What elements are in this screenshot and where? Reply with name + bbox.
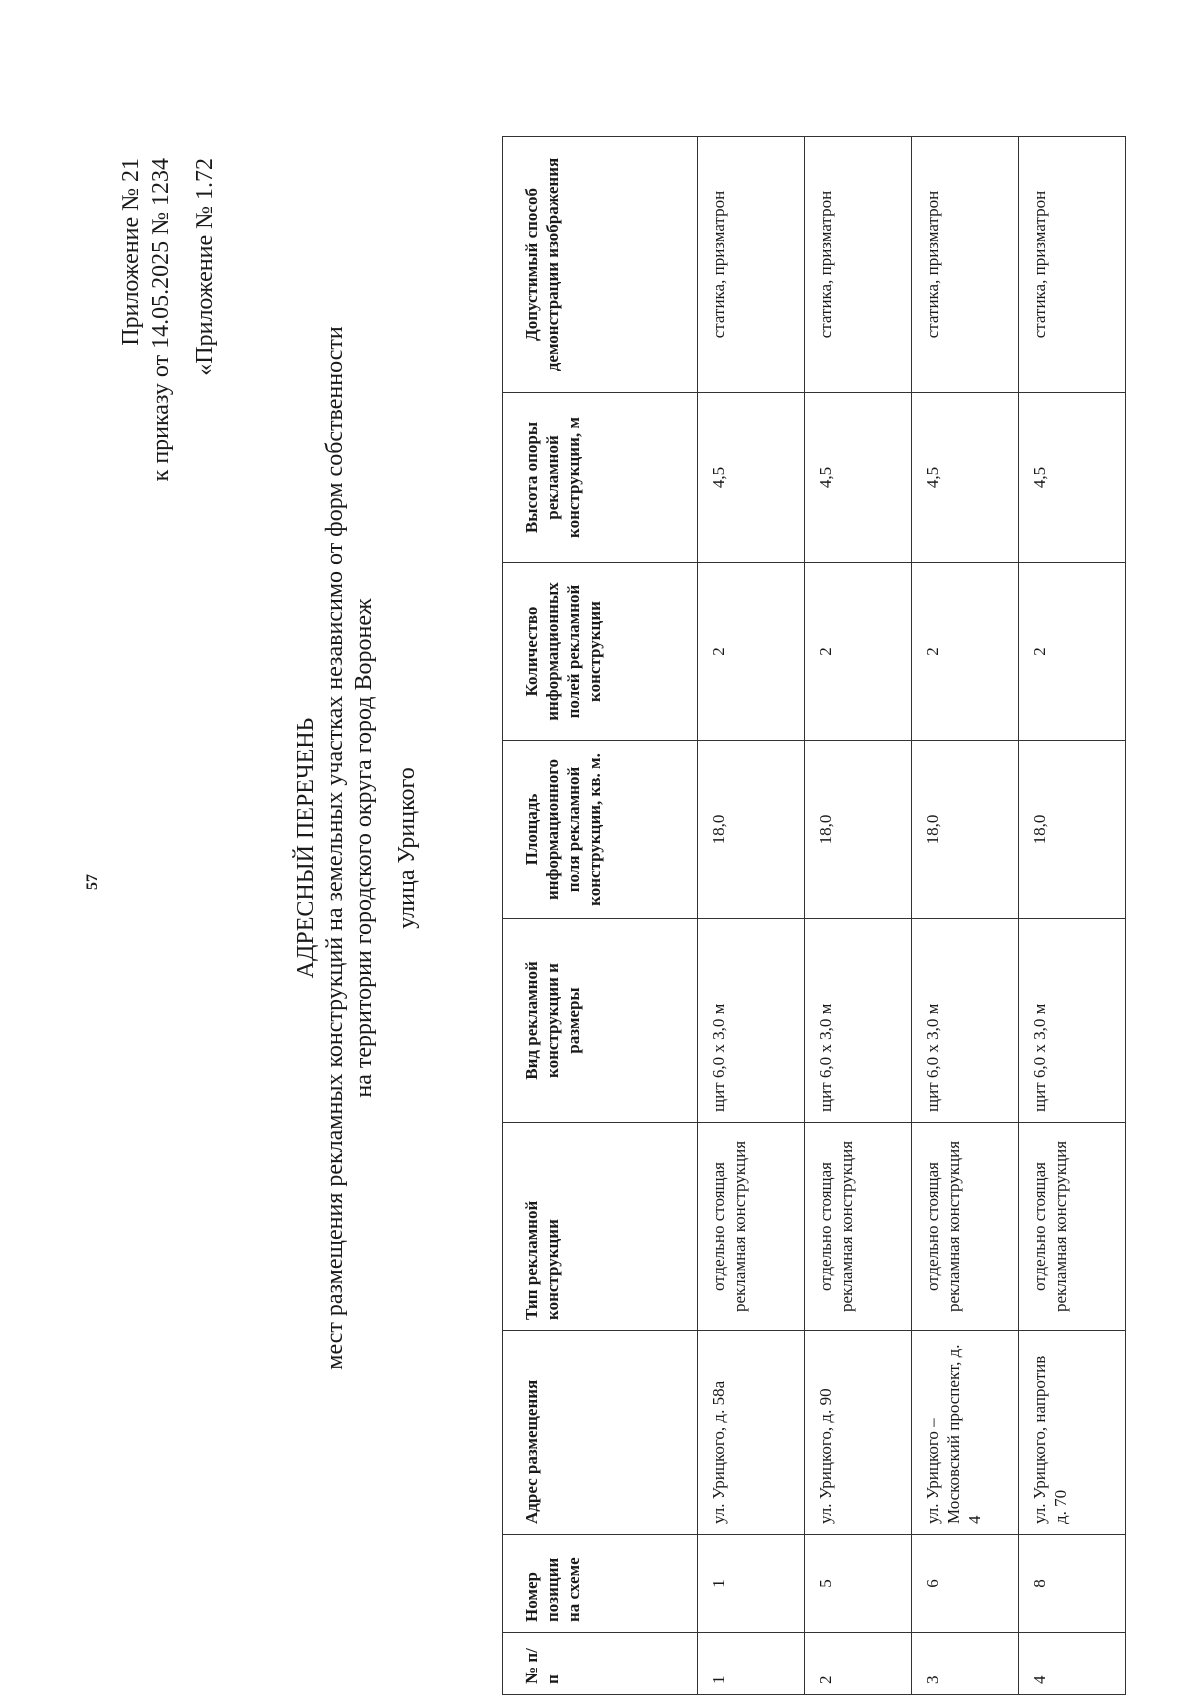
cell-height: 4,5 (912, 393, 1019, 563)
cell-position: 8 (1019, 1535, 1126, 1633)
cell-fields: 2 (1019, 563, 1126, 741)
street-name: улица Урицкого (394, 767, 420, 929)
cell-address: ул. Урицкого – Московский проспект, д. 4 (912, 1331, 1019, 1535)
header-method: Допустимый способ демонстрации изображения (503, 137, 698, 393)
cell-height: 4,5 (805, 393, 912, 563)
cell-index: 4 (1019, 1633, 1126, 1695)
cell-method: статика, призматрон (805, 137, 912, 393)
appendix-number: Приложение № 21 (118, 158, 144, 346)
table-row (805, 137, 912, 1695)
header-type: Тип рекламной конструкции (503, 1123, 698, 1331)
cell-index: 1 (698, 1633, 805, 1695)
table-row (698, 137, 805, 1695)
cell-type: отдельно стоящая рекламная конструкция (805, 1123, 912, 1331)
title-subtitle: мест размещения рекламных конструкций на земельных участках независимо от форм собственности (322, 326, 348, 1370)
cell-method: статика, призматрон (1019, 137, 1126, 393)
page-number: 57 (84, 874, 101, 890)
header-height: Высота опоры рекламной конструкции, м (503, 393, 698, 563)
cell-type: отдельно стоящая рекламная конструкция (912, 1123, 1019, 1331)
cell-type: отдельно стоящая рекламная конструкция (698, 1123, 805, 1331)
header-area: Площадь информационного поля рекламной конструкции, кв. м. (503, 741, 698, 919)
header-fields: Количество информационных полей рекламной конструкции (503, 563, 698, 741)
cell-area: 18,0 (912, 741, 1019, 919)
table-row (912, 137, 1019, 1695)
cell-address: ул. Урицкого, д. 90 (805, 1331, 912, 1535)
sub-appendix-number: «Приложение № 1.72 (192, 158, 218, 376)
header-position: Номер позиции на схеме (503, 1535, 698, 1633)
cell-fields: 2 (912, 563, 1019, 741)
table-row (1019, 137, 1126, 1695)
header-index: № п/п (503, 1633, 698, 1695)
appendix-header (116, 158, 220, 481)
cell-method: статика, призматрон (912, 137, 1019, 393)
cell-fields: 2 (805, 563, 912, 741)
title-main: АДРЕСНЫЙ ПЕРЕЧЕНЬ (293, 717, 319, 979)
cell-address: ул. Урицкого, напротив д. 70 (1019, 1331, 1126, 1535)
cell-area: 18,0 (698, 741, 805, 919)
cell-position: 6 (912, 1535, 1019, 1633)
registry-table (502, 136, 1126, 1695)
cell-kind: щит 6,0 х 3,0 м (1019, 919, 1126, 1123)
table-header-row (503, 137, 698, 1695)
cell-position: 1 (698, 1535, 805, 1633)
header-kind: Вид рекламной конструкции и размеры (503, 919, 698, 1123)
cell-index: 2 (805, 1633, 912, 1695)
cell-fields: 2 (698, 563, 805, 741)
cell-height: 4,5 (1019, 393, 1126, 563)
cell-index: 3 (912, 1633, 1019, 1695)
cell-area: 18,0 (805, 741, 912, 919)
cell-area: 18,0 (1019, 741, 1126, 919)
cell-kind: щит 6,0 х 3,0 м (698, 919, 805, 1123)
cell-address: ул. Урицкого, д. 58а (698, 1331, 805, 1535)
cell-height: 4,5 (698, 393, 805, 563)
cell-position: 5 (805, 1535, 912, 1633)
cell-kind: щит 6,0 х 3,0 м (912, 919, 1019, 1123)
title-territory: на территории городского округа город Воронеж (351, 598, 377, 1098)
header-address: Адрес размещения (503, 1331, 698, 1535)
order-reference: к приказу от 14.05.2025 № 1234 (148, 158, 174, 482)
document-title (292, 0, 422, 1696)
cell-type: отдельно стоящая рекламная конструкция (1019, 1123, 1126, 1331)
cell-method: статика, призматрон (698, 137, 805, 393)
cell-kind: щит 6,0 х 3,0 м (805, 919, 912, 1123)
